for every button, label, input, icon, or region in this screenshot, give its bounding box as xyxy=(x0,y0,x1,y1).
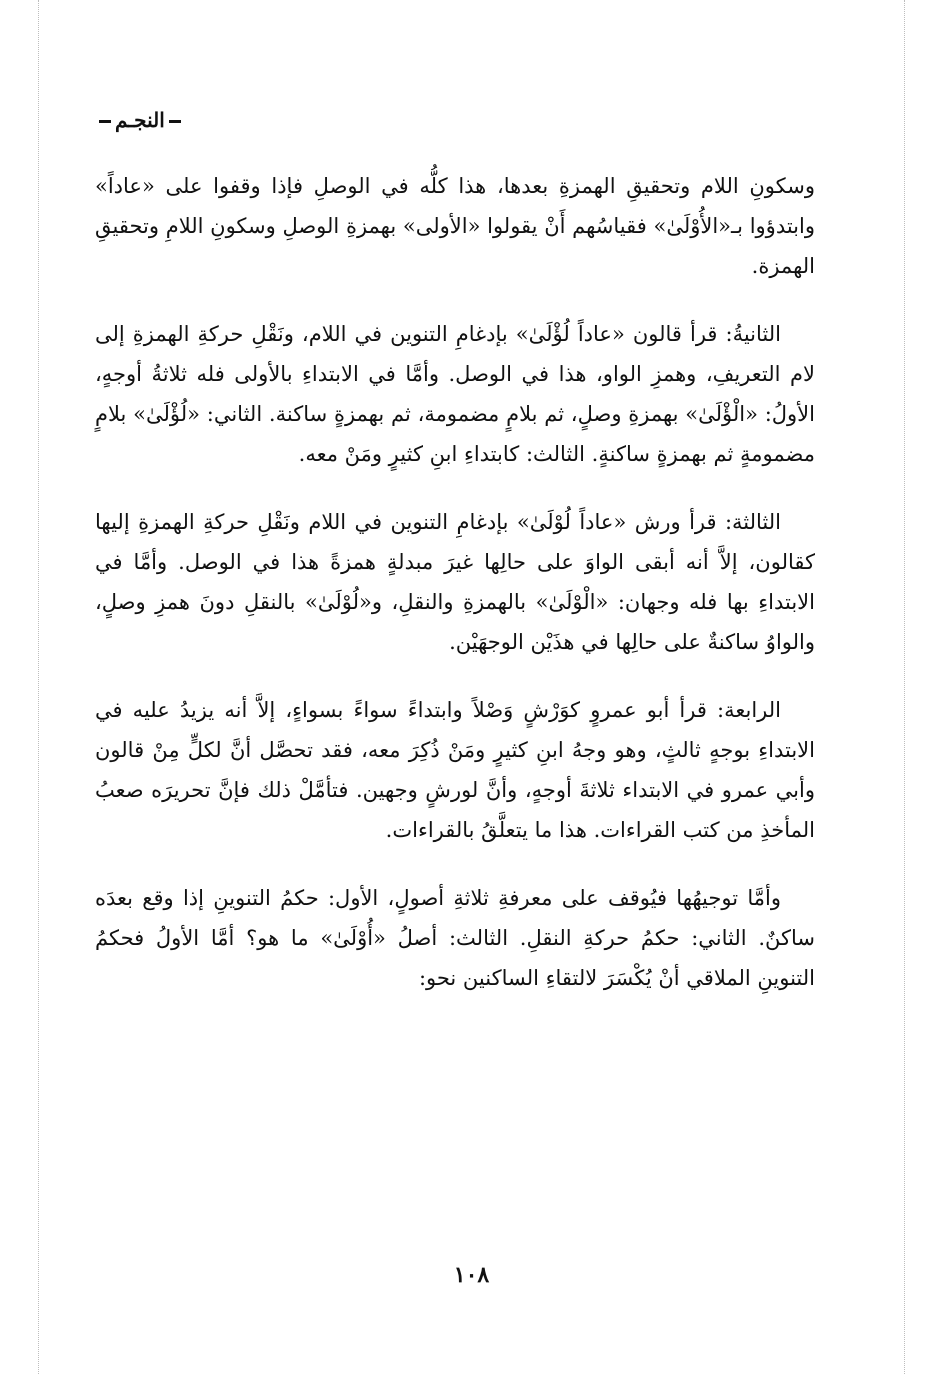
paragraph-3: الثالثة: قرأ ورش «عاداً لُوْلَىٰ» بإدغامِ التنوين في اللام ونَقْلِ حركةِ الهمزةِ إليها كقالون، إلاَّ أنه أبقى الواوَ على حالِها غيرَ مبدلةٍ همزةً هذا في الوصل. وأمَّا في الابتداءِ بها فله وجهان: «الْوْلَىٰ» بالهمزةِ والنقلِ، و«لُوْلَىٰ» بالنقلِ دونَ همزِ وصلٍ، والواوُ ساكنةٌ على حالِها في هذَيْن الوجهَيْن. xyxy=(95,510,815,654)
running-header xyxy=(95,108,295,132)
header-dash-right xyxy=(99,120,111,123)
right-margin-guide xyxy=(904,0,905,1374)
page-number: ١٠٨ xyxy=(453,1262,490,1288)
paragraph-4: الرابعة: قرأ أبو عمروٍ كوَرْشٍ وَصْلاً وابتداءً سواءً بسواءٍ، إلاَّ أنه يزيدُ عليه في الابتداءِ بوجهٍ ثالثٍ، وهو وجهُ ابنِ كثيرٍ ومَنْ ذُكِرَ معه، فقد تحصَّل أنَّ لكلٍّ مِنْ قالون وأبي عمرو في الابتداء ثلاثةَ أوجهٍ، وأنَّ لورشٍ وجهين. فتأمَّلْ ذلك فإنَّ تحريرَه صعبُ المأخذِ من كتب القراءات. هذا ما يتعلَّقُ بالقراءات. xyxy=(95,698,815,842)
paragraph-5: وأمَّا توجيهُها فيُوقف على معرفةِ ثلاثةِ أصولٍ، الأول: حكمُ التنوينِ إذا وقع بعدَه ساكنٌ. الثاني: حكمُ حركةِ النقلِ. الثالث: أصلُ «أُوْلَىٰ» ما هو؟ أمَّا الأولُ فحكمُ التنوينِ الملاقي أنْ يُكْسَرَ لالتقاءِ الساكنين نحو: xyxy=(95,886,815,990)
header-dash-left xyxy=(169,120,181,123)
body-text xyxy=(95,166,815,1026)
paragraph-2: الثانيةُ: قرأ قالون «عاداً لُؤْلَىٰ» بإدغامِ التنوين في اللام، ونَقْلِ حركةِ الهمزةِ إلى لام التعريفِ، وهمزِ الواو، هذا في الوصل. وأمَّا في الابتداءِ بالأولى فله ثلاثةُ أوجهٍ، الأولُ: «الْؤْلَىٰ» بهمزةِ وصلٍ، ثم بلامٍ مضمومة، ثم بهمزةٍ ساكنة. الثاني: «لُؤْلَىٰ» بلامٍ مضمومةٍ ثم بهمزةٍ ساكنةٍ. الثالث: كابتداءِ ابنِ كثيرٍ ومَنْ معه. xyxy=(95,322,815,466)
running-header-title: النجـم xyxy=(115,108,165,132)
paragraph-1: وسكونِ اللام وتحقيقِ الهمزةِ بعدها، هذا كلُّه في الوصلِ فإذا وقفوا على «عاداً» وابتدؤوا بـ«الأُوْلَىٰ» فقياسُهم أَنْ يقولوا «الأولى» بهمزةِ الوصلِ وسكونِ اللامِ وتحقيقِ الهمزة. xyxy=(95,174,815,278)
left-margin-guide xyxy=(38,0,39,1374)
